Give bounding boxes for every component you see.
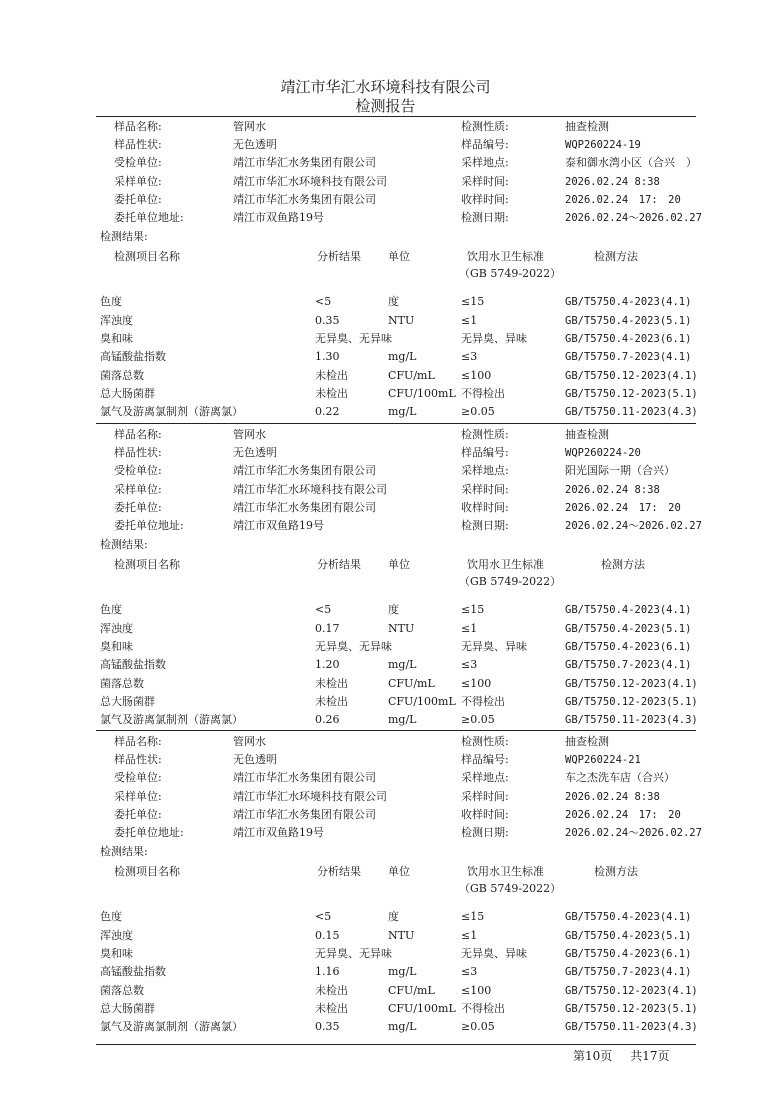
header-method: 检测方法 — [594, 865, 638, 879]
table-row — [0, 638, 771, 656]
cell-result: <5 — [315, 603, 332, 617]
results-label: 检测结果: — [100, 538, 148, 552]
cell-method: GB/T5750.7-2023(4.1) — [565, 351, 692, 364]
cell-result: 未检出 — [315, 983, 348, 997]
sampling-site-value: 车之杰洗车店（合兴） — [565, 771, 675, 785]
cell-item: 高锰酸盐指数 — [100, 658, 166, 672]
receive-time-label: 收样时间: — [461, 192, 509, 206]
cell-result: 无异臭、无异味 — [315, 332, 392, 346]
cell-standard: ≤1 — [461, 928, 478, 942]
cell-result: 无异臭、无异味 — [315, 947, 392, 961]
header-method: 检测方法 — [594, 250, 638, 264]
receive-time-label: 收样时间: — [461, 500, 509, 514]
sample-name-value: 管网水 — [233, 735, 266, 748]
sampling-time-label: 采样时间: — [461, 174, 509, 188]
cell-standard: ≤100 — [461, 368, 492, 382]
inspected-unit-label: 受检单位: — [114, 771, 162, 785]
sample-props-label: 样品性状: — [114, 753, 162, 767]
header-result: 分析结果 — [317, 558, 361, 572]
receive-time-value: 2026.02.24 17: 20 — [565, 193, 681, 206]
sample-no-label: 样品编号: — [461, 446, 509, 460]
info-row — [0, 209, 771, 227]
sampling-unit-label: 采样单位: — [114, 174, 162, 188]
cell-method: GB/T5750.12-2023(5.1) — [565, 387, 698, 400]
info-row — [0, 517, 771, 535]
header-unit: 单位 — [388, 250, 410, 264]
sample-name-value: 管网水 — [233, 428, 266, 441]
cell-standard: ≤3 — [461, 965, 478, 979]
inspected-unit-label: 受检单位: — [114, 156, 162, 170]
cell-item: 高锰酸盐指数 — [100, 350, 166, 364]
sampling-unit-value: 靖江市华汇水环境科技有限公司 — [233, 789, 387, 803]
header-method: 检测方法 — [601, 558, 645, 572]
cell-method: GB/T5750.4-2023(5.1) — [565, 622, 692, 635]
test-nature-value: 抽查检测 — [565, 735, 609, 748]
cell-method: GB/T5750.4-2023(4.1) — [565, 604, 692, 617]
sampling-unit-label: 采样单位: — [114, 789, 162, 803]
sample-no-value: WQP260224-20 — [565, 447, 641, 460]
test-date-value: 2026.02.24～2026.02.27 — [565, 212, 702, 224]
sampling-site-label: 采样地点: — [461, 156, 509, 170]
cell-standard: 不得检出 — [461, 694, 505, 708]
results-table-header — [0, 556, 771, 592]
results-table-header — [0, 863, 771, 899]
info-row — [0, 806, 771, 824]
cell-result: 0.35 — [315, 313, 340, 327]
cell-method: GB/T5750.11-2023(4.3) — [565, 1021, 698, 1034]
cell-method: GB/T5750.4-2023(4.1) — [565, 911, 692, 924]
test-nature-label: 检测性质: — [461, 735, 509, 748]
cell-standard: ≤1 — [461, 313, 478, 327]
table-row — [0, 293, 771, 311]
cell-unit: mg/L — [388, 1020, 417, 1034]
top-divider — [96, 116, 696, 117]
cell-method: GB/T5750.4-2023(6.1) — [565, 333, 692, 346]
results-label: 检测结果: — [100, 845, 148, 859]
cell-result: 未检出 — [315, 676, 348, 690]
cell-standard: 无异臭、异味 — [461, 640, 527, 654]
cell-result: 0.17 — [315, 621, 340, 635]
cell-method: GB/T5750.11-2023(4.3) — [565, 714, 698, 727]
cell-item: 臭和味 — [100, 332, 133, 346]
cell-unit: CFU/mL — [388, 983, 435, 997]
sample-name-label: 样品名称: — [114, 735, 162, 748]
table-row — [0, 330, 771, 348]
table-row — [0, 312, 771, 330]
info-row — [0, 733, 771, 751]
cell-standard: 无异臭、异味 — [461, 947, 527, 961]
table-row — [0, 711, 771, 729]
cell-result: 未检出 — [315, 386, 348, 400]
client-address-label: 委托单位地址: — [114, 519, 184, 532]
table-row — [0, 908, 771, 926]
cell-method: GB/T5750.4-2023(6.1) — [565, 641, 692, 654]
sampling-unit-label: 采样单位: — [114, 482, 162, 496]
cell-item: 菌落总数 — [100, 676, 144, 690]
table-row — [0, 367, 771, 385]
sample-no-value: WQP260224-21 — [565, 754, 641, 767]
info-row — [0, 173, 771, 191]
cell-unit: CFU/100mL — [388, 386, 456, 400]
receive-time-value: 2026.02.24 17: 20 — [565, 501, 681, 514]
info-row — [0, 136, 771, 154]
cell-item: 色度 — [100, 295, 122, 309]
client-address-label: 委托单位地址: — [114, 211, 184, 224]
cell-result: 0.26 — [315, 713, 340, 727]
sample-no-label: 样品编号: — [461, 753, 509, 767]
sampling-time-value: 2026.02.24 8:38 — [565, 790, 660, 803]
inspected-unit-value: 靖江市华汇水务集团有限公司 — [233, 156, 376, 170]
info-row — [0, 499, 771, 517]
table-row — [0, 982, 771, 1000]
table-row — [0, 601, 771, 619]
cell-method: GB/T5750.7-2023(4.1) — [565, 659, 692, 672]
section-divider — [96, 730, 696, 731]
sample-section — [0, 426, 771, 732]
header-standard: 饮用水卫生标准 — [467, 250, 544, 264]
sampling-time-label: 采样时间: — [461, 789, 509, 803]
cell-result: <5 — [315, 295, 332, 309]
sampling-unit-value: 靖江市华汇水环境科技有限公司 — [233, 482, 387, 496]
cell-standard: ≤3 — [461, 658, 478, 672]
cell-item: 菌落总数 — [100, 983, 144, 997]
test-nature-value: 抽查检测 — [565, 120, 609, 133]
header-standard-code: （GB 5749-2022） — [459, 575, 562, 589]
test-nature-label: 检测性质: — [461, 120, 509, 133]
client-value: 靖江市华汇水务集团有限公司 — [233, 807, 376, 821]
test-nature-label: 检测性质: — [461, 428, 509, 441]
cell-unit: mg/L — [388, 405, 417, 419]
cell-standard: ≤100 — [461, 676, 492, 690]
sample-name-label: 样品名称: — [114, 428, 162, 441]
cell-result: 未检出 — [315, 1001, 348, 1015]
cell-result: 0.22 — [315, 405, 340, 419]
header-standard-code: （GB 5749-2022） — [459, 882, 562, 896]
sample-props-value: 无色透明 — [233, 446, 277, 460]
info-row — [0, 751, 771, 769]
cell-item: 总大肠菌群 — [100, 694, 155, 708]
client-address-value: 靖江市双鱼路19号 — [233, 826, 324, 839]
sample-no-value: WQP260224-19 — [565, 139, 641, 152]
cell-result: 1.20 — [315, 658, 340, 672]
test-date-label: 检测日期: — [461, 211, 509, 224]
info-row — [0, 118, 771, 136]
test-date-value: 2026.02.24～2026.02.27 — [565, 827, 702, 839]
cell-unit: 度 — [388, 603, 399, 617]
header-unit: 单位 — [388, 865, 410, 879]
page-total: 共17页 — [630, 1049, 670, 1063]
table-row — [0, 945, 771, 963]
info-row — [0, 462, 771, 480]
info-row — [0, 824, 771, 842]
cell-item: 氯气及游离氯制剂（游离氯） — [100, 405, 243, 419]
cell-method: GB/T5750.12-2023(4.1) — [565, 984, 698, 997]
cell-result: 无异臭、无异味 — [315, 640, 392, 654]
header-unit: 单位 — [388, 558, 410, 572]
sample-section — [0, 118, 771, 424]
client-label: 委托单位: — [114, 192, 162, 206]
cell-item: 总大肠菌群 — [100, 1001, 155, 1015]
cell-standard: ≤15 — [461, 603, 485, 617]
cell-result: 未检出 — [315, 368, 348, 382]
table-row — [0, 693, 771, 711]
cell-unit: CFU/100mL — [388, 694, 456, 708]
cell-unit: NTU — [388, 621, 415, 635]
sampling-time-label: 采样时间: — [461, 482, 509, 496]
cell-unit: mg/L — [388, 713, 417, 727]
sampling-site-value: 阳光国际一期（合兴） — [565, 464, 675, 478]
info-row — [0, 769, 771, 787]
info-row — [0, 481, 771, 499]
cell-item: 浑浊度 — [100, 928, 133, 942]
cell-standard: 无异臭、异味 — [461, 332, 527, 346]
cell-standard: ≥0.05 — [461, 405, 495, 419]
cell-unit: CFU/mL — [388, 368, 435, 382]
cell-item: 总大肠菌群 — [100, 386, 155, 400]
client-address-value: 靖江市双鱼路19号 — [233, 519, 324, 532]
test-date-label: 检测日期: — [461, 519, 509, 532]
cell-method: GB/T5750.12-2023(4.1) — [565, 677, 698, 690]
header-standard: 饮用水卫生标准 — [467, 865, 544, 879]
cell-result: 0.15 — [315, 928, 340, 942]
inspected-unit-value: 靖江市华汇水务集团有限公司 — [233, 771, 376, 785]
cell-unit: CFU/100mL — [388, 1001, 456, 1015]
cell-method: GB/T5750.12-2023(5.1) — [565, 1002, 698, 1015]
cell-standard: ≤100 — [461, 983, 492, 997]
table-row — [0, 348, 771, 366]
cell-method: GB/T5750.4-2023(6.1) — [565, 948, 692, 961]
receive-time-value: 2026.02.24 17: 20 — [565, 808, 681, 821]
client-address-label: 委托单位地址: — [114, 826, 184, 839]
header-result: 分析结果 — [317, 865, 361, 879]
cell-standard: ≥0.05 — [461, 1020, 495, 1034]
sampling-time-value: 2026.02.24 8:38 — [565, 483, 660, 496]
receive-time-label: 收样时间: — [461, 807, 509, 821]
sampling-site-label: 采样地点: — [461, 464, 509, 478]
client-value: 靖江市华汇水务集团有限公司 — [233, 192, 376, 206]
cell-item: 浑浊度 — [100, 313, 133, 327]
cell-unit: 度 — [388, 910, 399, 924]
sample-no-label: 样品编号: — [461, 138, 509, 152]
test-date-value: 2026.02.24～2026.02.27 — [565, 520, 702, 532]
cell-item: 氯气及游离氯制剂（游离氯） — [100, 713, 243, 727]
header-result: 分析结果 — [317, 250, 361, 264]
header-item: 检测项目名称 — [114, 250, 180, 264]
client-label: 委托单位: — [114, 500, 162, 514]
company-name: 靖江市华汇水环境科技有限公司 — [280, 78, 491, 96]
cell-result: 1.30 — [315, 350, 340, 364]
cell-standard: ≤3 — [461, 350, 478, 364]
table-row — [0, 927, 771, 945]
cell-unit: mg/L — [388, 658, 417, 672]
header-item: 检测项目名称 — [114, 865, 180, 879]
section-divider — [96, 423, 696, 424]
cell-item: 色度 — [100, 910, 122, 924]
sample-name-value: 管网水 — [233, 120, 266, 133]
table-row — [0, 620, 771, 638]
cell-item: 臭和味 — [100, 640, 133, 654]
cell-unit: NTU — [388, 928, 415, 942]
cell-result: 1.16 — [315, 965, 340, 979]
table-row — [0, 385, 771, 403]
table-row — [0, 1018, 771, 1036]
sampling-unit-value: 靖江市华汇水环境科技有限公司 — [233, 174, 387, 188]
cell-method: GB/T5750.12-2023(5.1) — [565, 695, 698, 708]
table-row — [0, 403, 771, 421]
cell-standard: ≤15 — [461, 910, 485, 924]
page-footer — [573, 1048, 670, 1064]
cell-standard: ≤15 — [461, 295, 485, 309]
cell-standard: ≥0.05 — [461, 713, 495, 727]
sample-name-label: 样品名称: — [114, 120, 162, 133]
sample-props-value: 无色透明 — [233, 138, 277, 152]
bottom-divider — [96, 1044, 696, 1045]
cell-item: 氯气及游离氯制剂（游离氯） — [100, 1020, 243, 1034]
cell-unit: 度 — [388, 295, 399, 309]
sampling-site-value: 泰和御水湾小区（合兴 ） — [565, 156, 697, 170]
cell-standard: ≤1 — [461, 621, 478, 635]
cell-standard: 不得检出 — [461, 386, 505, 400]
test-date-label: 检测日期: — [461, 826, 509, 839]
cell-unit: mg/L — [388, 350, 417, 364]
cell-unit: NTU — [388, 313, 415, 327]
cell-item: 臭和味 — [100, 947, 133, 961]
cell-result: 未检出 — [315, 694, 348, 708]
inspected-unit-label: 受检单位: — [114, 464, 162, 478]
cell-method: GB/T5750.11-2023(4.3) — [565, 406, 698, 419]
cell-method: GB/T5750.4-2023(5.1) — [565, 929, 692, 942]
header-standard-code: （GB 5749-2022） — [459, 267, 562, 281]
sample-section — [0, 733, 771, 1039]
table-row — [0, 656, 771, 674]
results-label: 检测结果: — [100, 230, 148, 244]
sample-props-label: 样品性状: — [114, 446, 162, 460]
cell-method: GB/T5750.7-2023(4.1) — [565, 966, 692, 979]
cell-result: <5 — [315, 910, 332, 924]
cell-method: GB/T5750.12-2023(4.1) — [565, 369, 698, 382]
client-label: 委托单位: — [114, 807, 162, 821]
cell-method: GB/T5750.4-2023(5.1) — [565, 314, 692, 327]
cell-unit: CFU/mL — [388, 676, 435, 690]
sampling-site-label: 采样地点: — [461, 771, 509, 785]
cell-result: 0.35 — [315, 1020, 340, 1034]
cell-unit: mg/L — [388, 965, 417, 979]
report-title: 检测报告 — [355, 97, 416, 115]
cell-item: 高锰酸盐指数 — [100, 965, 166, 979]
info-row — [0, 426, 771, 444]
info-row — [0, 154, 771, 172]
table-row — [0, 963, 771, 981]
sampling-time-value: 2026.02.24 8:38 — [565, 175, 660, 188]
header-standard: 饮用水卫生标准 — [467, 558, 544, 572]
sample-props-value: 无色透明 — [233, 753, 277, 767]
page-number: 第10页 — [573, 1049, 613, 1063]
test-nature-value: 抽查检测 — [565, 428, 609, 441]
info-row — [0, 444, 771, 462]
table-row — [0, 1000, 771, 1018]
info-row — [0, 191, 771, 209]
table-row — [0, 675, 771, 693]
sample-props-label: 样品性状: — [114, 138, 162, 152]
info-row — [0, 788, 771, 806]
cell-item: 菌落总数 — [100, 368, 144, 382]
client-address-value: 靖江市双鱼路19号 — [233, 211, 324, 224]
header-item: 检测项目名称 — [114, 558, 180, 572]
cell-standard: 不得检出 — [461, 1001, 505, 1015]
cell-item: 浑浊度 — [100, 621, 133, 635]
cell-method: GB/T5750.4-2023(4.1) — [565, 296, 692, 309]
inspected-unit-value: 靖江市华汇水务集团有限公司 — [233, 464, 376, 478]
client-value: 靖江市华汇水务集团有限公司 — [233, 500, 376, 514]
cell-item: 色度 — [100, 603, 122, 617]
results-table-header — [0, 248, 771, 284]
